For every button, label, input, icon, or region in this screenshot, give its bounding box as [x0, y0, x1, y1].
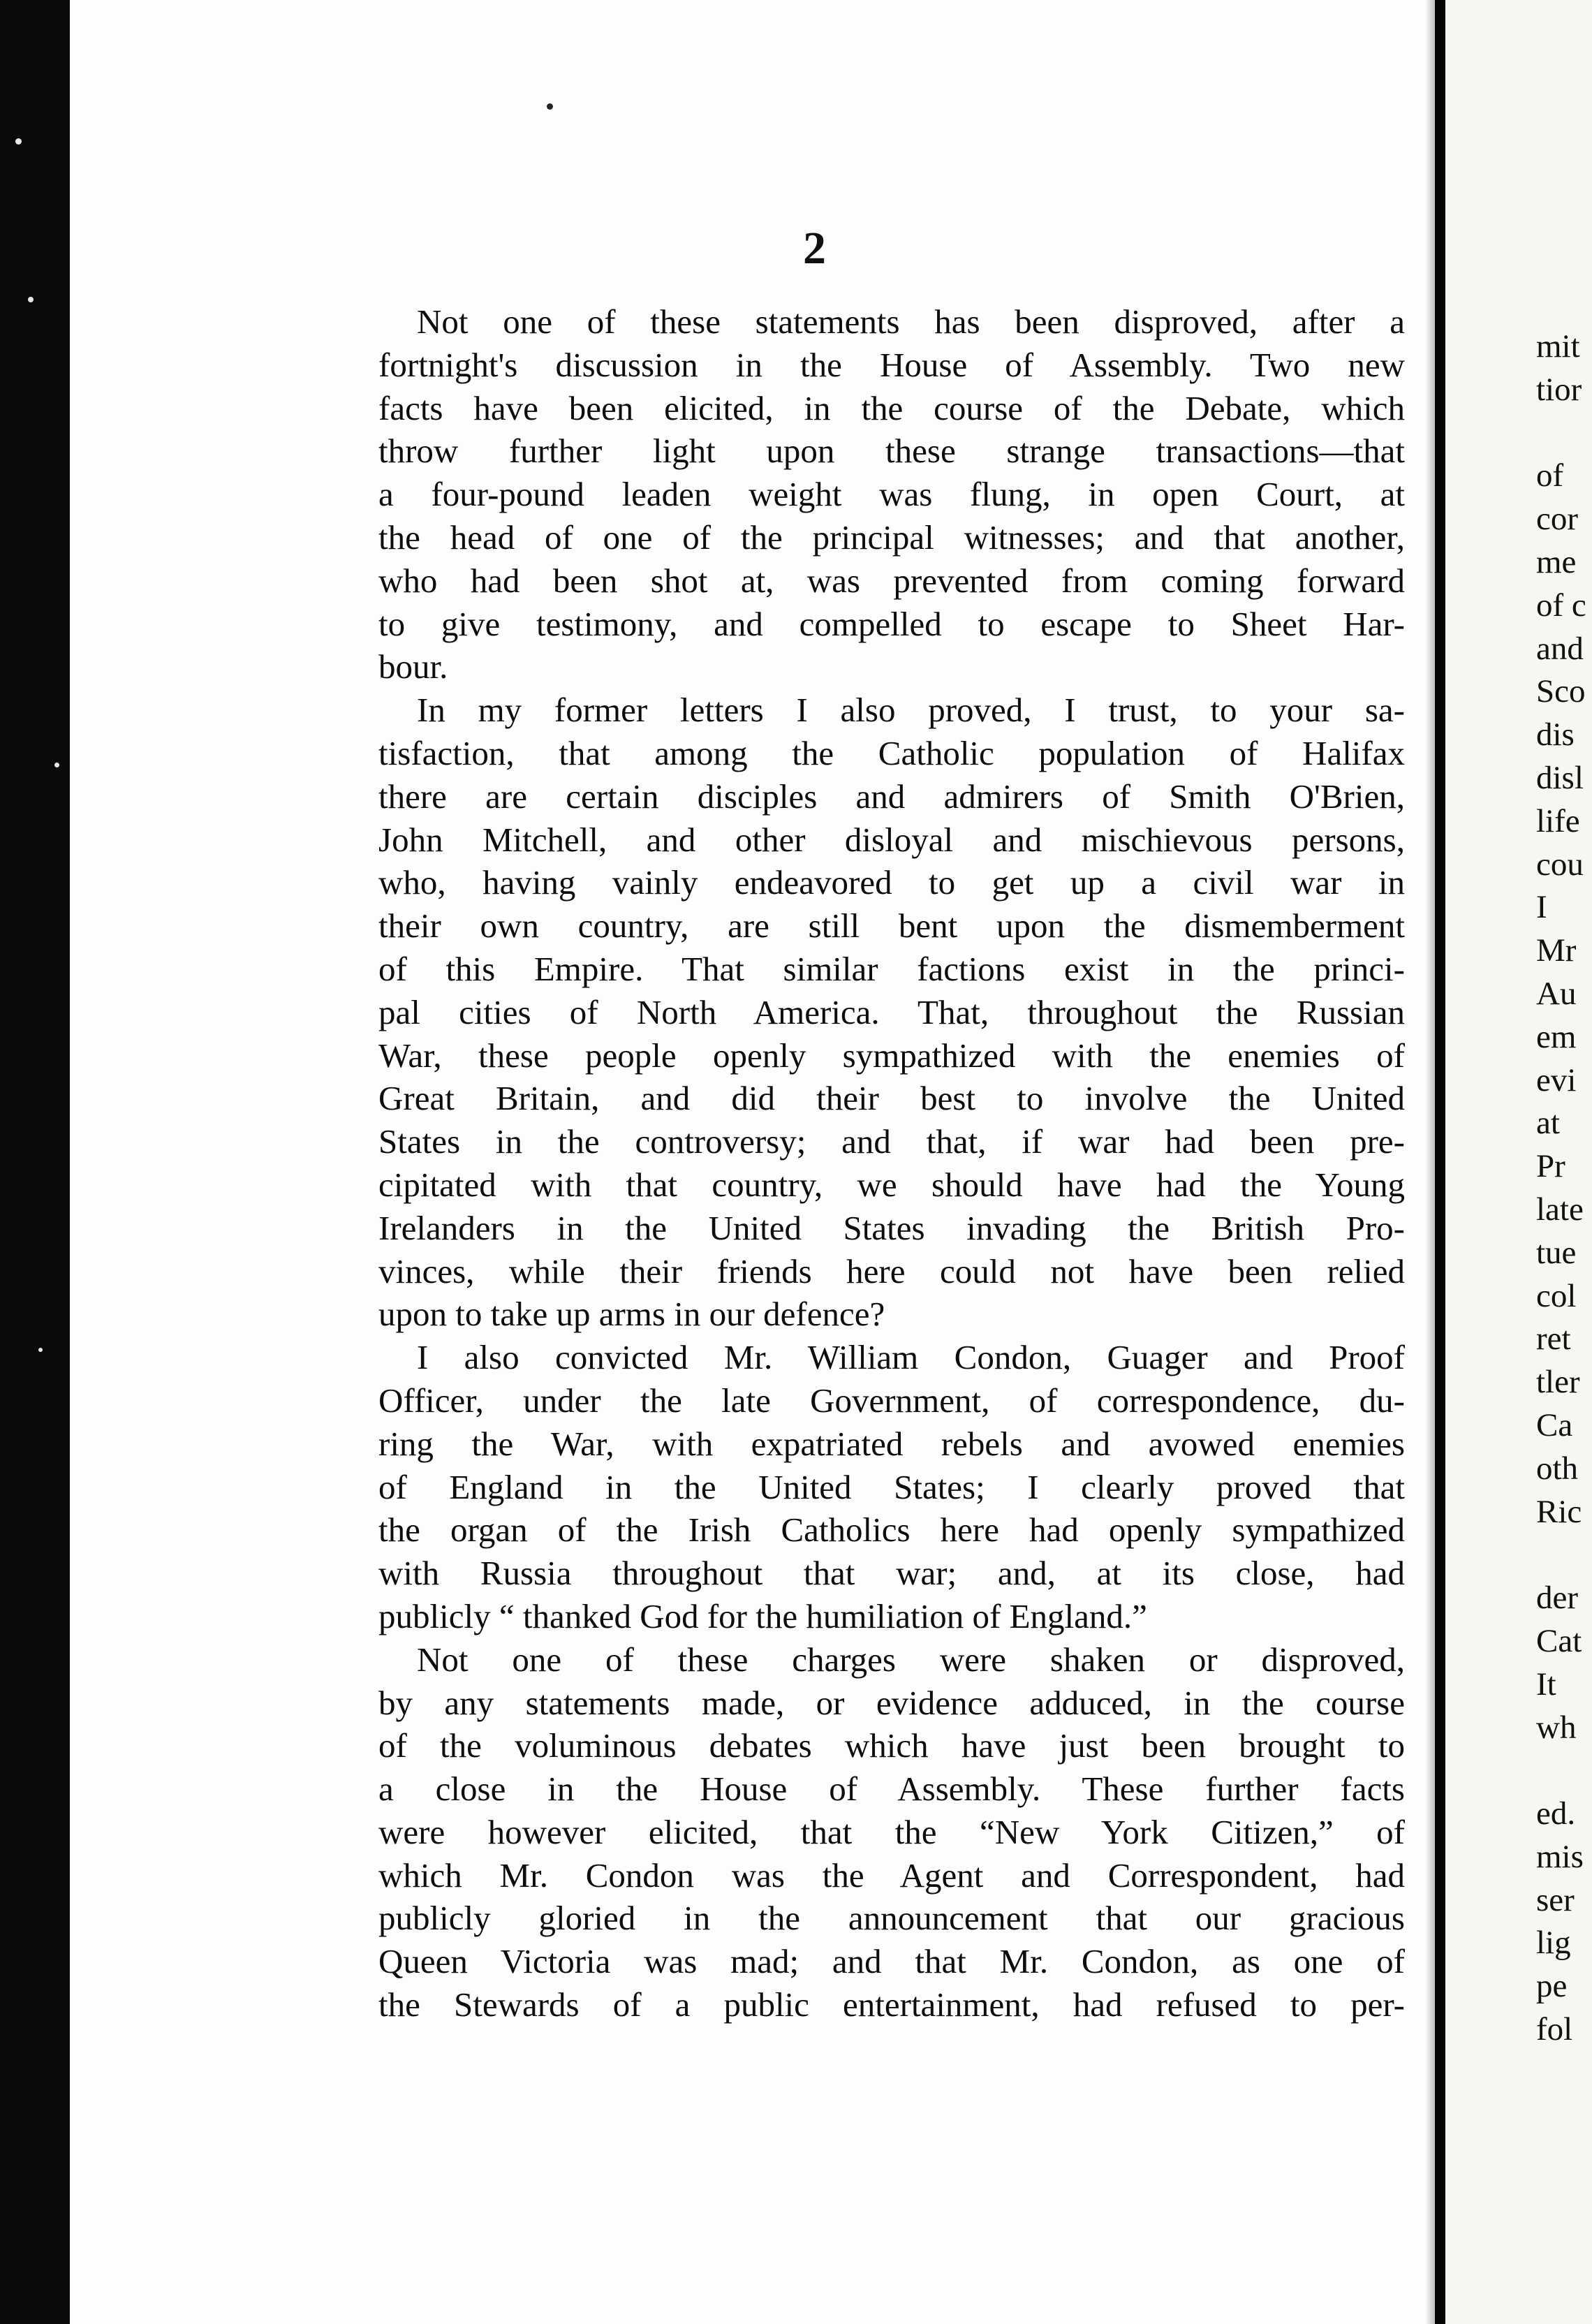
fragment-line: tior [1536, 371, 1582, 408]
text-line: fortnight's discussion in the House of Assembly. Two new [378, 345, 1405, 384]
text-line: of England in the United States; I clearly proved that [378, 1467, 1405, 1506]
text-line: a close in the House of Assembly. These further facts [378, 1770, 1405, 1809]
page-fold-shadow [1425, 0, 1435, 2324]
text-line: a four-pound leaden weight was flung, in open Court, at [378, 475, 1405, 514]
fragment-line: cor [1536, 501, 1579, 538]
fragment-line: der [1536, 1580, 1579, 1617]
fragment-line: Cat [1536, 1622, 1582, 1659]
fragment-line: mis [1536, 1838, 1584, 1875]
text-line: their own country, are still bent upon the dismemberment [378, 906, 1405, 946]
text-line: In my former letters I also proved, I trust, to your sa- [417, 691, 1405, 730]
text-line: with Russia throughout that war; and, at its close, had [378, 1554, 1405, 1593]
fragment-line: and [1536, 630, 1584, 667]
body-text [378, 300, 1405, 2027]
fragment-line: wh [1536, 1709, 1577, 1746]
book-page [70, 0, 1435, 2324]
fragment-line: tue [1536, 1234, 1577, 1271]
text-line: John Mitchell, and other disloyal and mischievous persons, [378, 820, 1405, 859]
text-line: who had been shot at, was prevented from coming forward [378, 561, 1405, 600]
scan-speck [15, 138, 22, 145]
fragment-line: evi [1536, 1061, 1577, 1098]
adjacent-page-fragment [1445, 0, 1592, 2324]
scan-speck [38, 1348, 43, 1352]
fragment-line: I [1536, 889, 1547, 926]
text-line: Queen Victoria was mad; and that Mr. Condon, as one of [378, 1942, 1405, 1981]
fragment-line: of [1536, 457, 1564, 494]
fragment-line: Ric [1536, 1493, 1582, 1530]
adjacent-page-text [1536, 325, 1586, 2052]
text-line: cipitated with that country, we should have had the Young [378, 1165, 1405, 1204]
text-line: who, having vainly endeavored to get up a civil war in [378, 863, 1405, 902]
fragment-line: Au [1536, 975, 1577, 1012]
text-line: Officer, under the late Government, of correspondence, du- [378, 1381, 1405, 1420]
fragment-line: of c [1536, 587, 1586, 624]
text-line: of this Empire. That similar factions exist in the princi- [378, 949, 1405, 988]
text-line: I also convicted Mr. William Condon, Guager and Proof [417, 1338, 1405, 1377]
fragment-line [1536, 1534, 1586, 1577]
fragment-line: mit [1536, 328, 1580, 365]
fragment-line: Pr [1536, 1148, 1565, 1185]
fragment-line: disl [1536, 759, 1584, 796]
fragment-line: dis [1536, 716, 1575, 753]
fragment-line: me [1536, 543, 1577, 580]
fragment-line: late [1536, 1191, 1584, 1228]
text-line: which Mr. Condon was the Agent and Correspondent, had [378, 1855, 1405, 1895]
fragment-line: ret [1536, 1321, 1571, 1358]
text-line: by any statements made, or evidence adduced, in the course [378, 1683, 1405, 1722]
fragment-line: cou [1536, 846, 1584, 883]
fragment-line: life [1536, 802, 1580, 839]
text-line: Irelanders in the United States invading the British Pro- [378, 1208, 1405, 1247]
text-line: were however elicited, that the “New York Citizen,” of [378, 1812, 1405, 1851]
text-line: bour. [378, 647, 448, 686]
ink-dot [547, 103, 553, 110]
scan-left-edge [0, 0, 70, 2324]
fragment-line: It [1536, 1665, 1556, 1702]
text-line: facts have been elicited, in the course of the Debate, which [378, 388, 1405, 427]
fragment-line: col [1536, 1277, 1577, 1314]
fragment-line: Ca [1536, 1406, 1573, 1443]
page-gutter [1435, 0, 1445, 2324]
page-number: 2 [803, 223, 826, 274]
text-line: publicly gloried in the announcement that our gracious [378, 1899, 1405, 1938]
scan-speck [54, 763, 59, 767]
text-line: upon to take up arms in our defence? [378, 1295, 885, 1334]
scan-speck [28, 297, 34, 302]
fragment-line: oth [1536, 1450, 1579, 1487]
text-line: tisfaction, that among the Catholic population of Halifax [378, 733, 1405, 772]
text-line: publicly “ thanked God for the humiliation of England.” [378, 1596, 1147, 1635]
text-line: of the voluminous debates which have just been brought to [378, 1726, 1405, 1765]
text-line: the Stewards of a public entertainment, had refused to per- [378, 1985, 1405, 2024]
fragment-line: fol [1536, 2011, 1573, 2048]
text-line: the head of one of the principal witnesses; and that another, [378, 517, 1405, 557]
text-line: Great Britain, and did their best to involve the United [378, 1079, 1405, 1118]
text-line: pal cities of North America. That, throughout the Russian [378, 992, 1405, 1031]
fragment-line: ser [1536, 1881, 1575, 1918]
text-line: Not one of these charges were shaken or disproved, [417, 1640, 1405, 1679]
text-line: ring the War, with expatriated rebels and avowed enemies [378, 1424, 1405, 1463]
fragment-line: Sco [1536, 673, 1586, 710]
fragment-line: tler [1536, 1364, 1580, 1401]
text-line: vinces, while their friends here could not have been relied [378, 1251, 1405, 1290]
fragment-line: em [1536, 1018, 1577, 1055]
fragment-line: ed. [1536, 1795, 1576, 1832]
fragment-line: at [1536, 1105, 1560, 1142]
text-line: States in the controversy; and that, if war had been pre- [378, 1122, 1405, 1161]
fragment-line [1536, 1749, 1586, 1793]
text-line: there are certain disciples and admirers of Smith O'Brien, [378, 777, 1405, 816]
text-line: War, these people openly sympathized with the enemies of [378, 1036, 1405, 1075]
text-line: Not one of these statements has been disproved, after a [417, 302, 1405, 341]
text-line: to give testimony, and compelled to escape to Sheet Har- [378, 604, 1405, 643]
fragment-line [1536, 412, 1586, 455]
fragment-line: Mr [1536, 932, 1577, 969]
fragment-line: lig [1536, 1925, 1571, 1962]
text-line: throw further light upon these strange transactions—that [378, 432, 1405, 471]
fragment-line: pe [1536, 1968, 1568, 2005]
text-line: the organ of the Irish Catholics here had openly sympathized [378, 1510, 1405, 1550]
